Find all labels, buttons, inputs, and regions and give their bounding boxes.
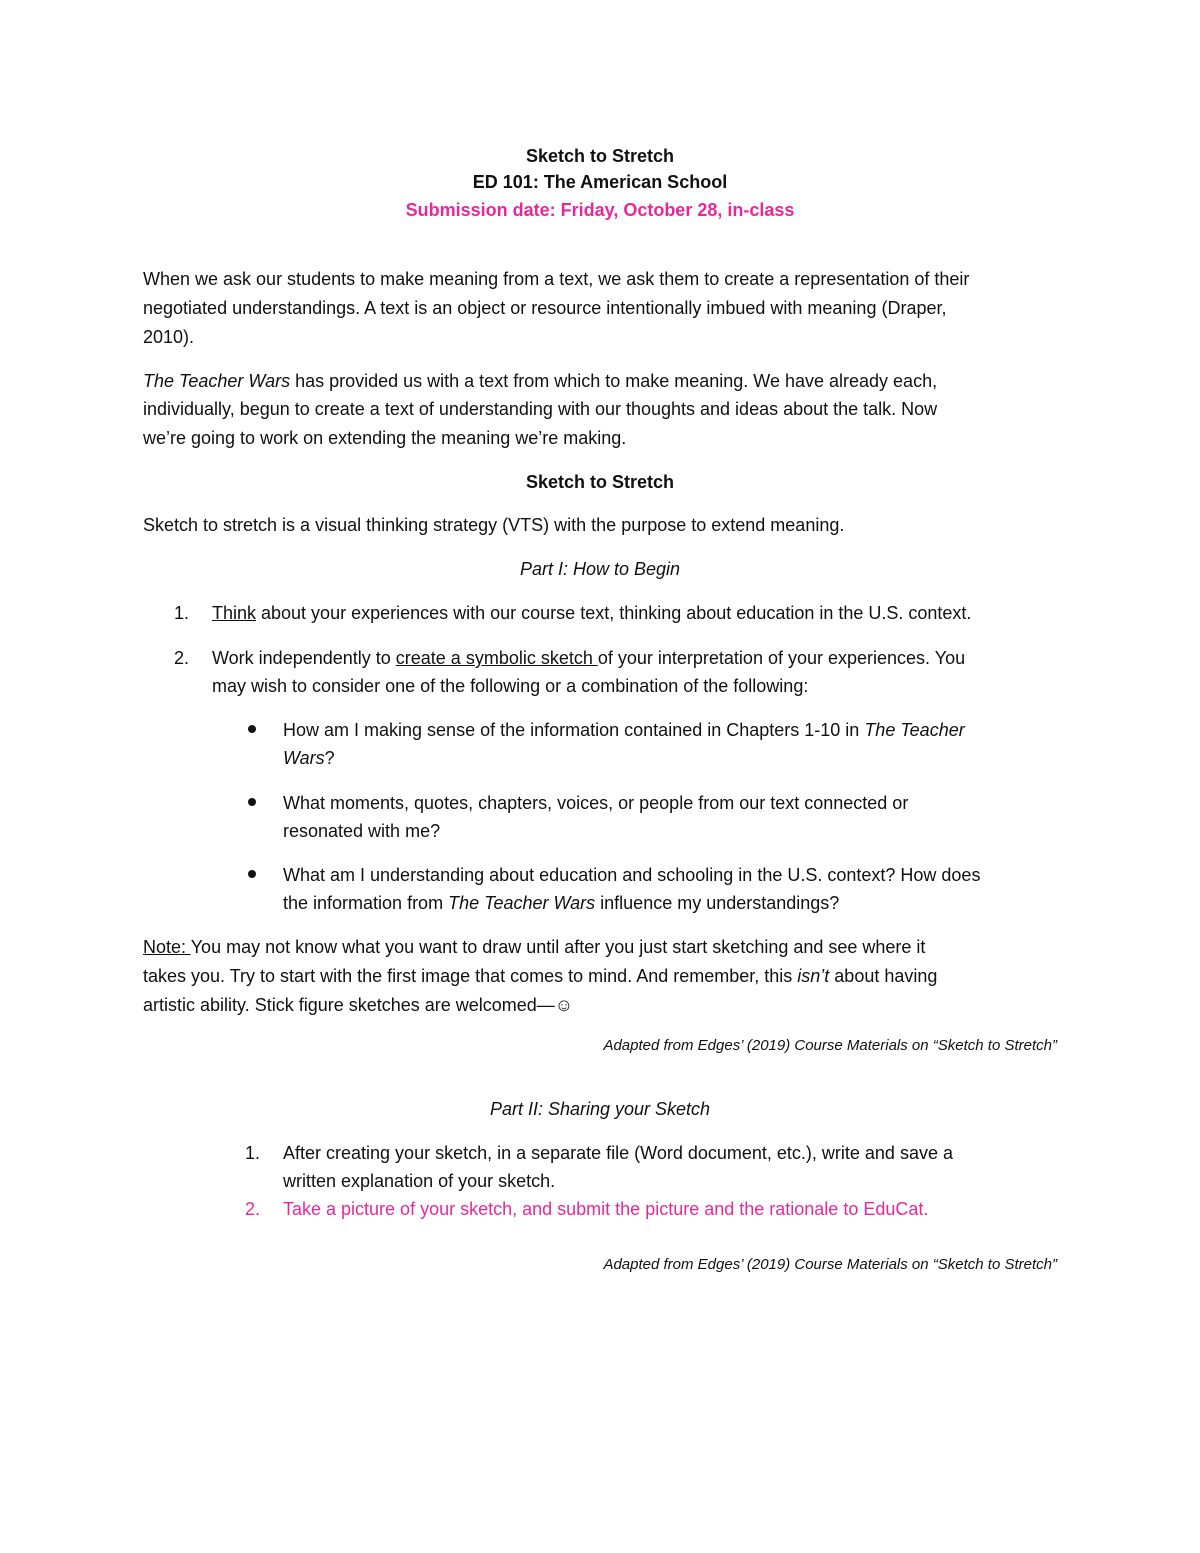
bullet-text: the information from (283, 893, 449, 913)
note-paragraph-line (143, 935, 925, 959)
intro-paragraph-line: 2010). (143, 327, 195, 347)
note-label: Note: (143, 937, 191, 957)
intro-paragraph-line: we’re going to work on extending the meaning we’re making. (143, 428, 627, 448)
list-number: 1. (245, 1143, 261, 1163)
note-text: You may not know what you want to draw until after you just start sketching and see where it (190, 937, 926, 957)
paragraph-text: has provided us with a text from which to make meaning. We have already each, (290, 371, 938, 391)
attribution: Adapted from Edges’ (2019) Course Materials on “Sketch to Stretch” (603, 1256, 1057, 1273)
list-item: After creating your sketch, in a separate file (Word document, etc.), write and save a (283, 1143, 953, 1163)
list-number: 1. (174, 603, 190, 623)
intro-paragraph-line: individually, begun to create a text of understanding with our thoughts and ideas about the talk. Now (143, 399, 938, 419)
bullet-item-line: resonated with me? (283, 821, 441, 841)
intro-paragraph-line: When we ask our students to make meaning from a text, we ask them to create a representation of their (143, 269, 970, 289)
book-title: The Teacher Wars (448, 893, 596, 913)
underlined-text: create a symbolic sketch (395, 648, 598, 668)
bullet-item: What am I understanding about education and schooling in the U.S. context? How does (283, 865, 981, 885)
bullet-text: influence my understandings? (595, 893, 840, 913)
list-number: 2. (174, 648, 190, 668)
part2-heading: Part II: Sharing your Sketch (489, 1099, 711, 1119)
list-item-line: may wish to consider one of the following or a combination of the following: (212, 676, 809, 696)
emphasis-text: isn’t (797, 966, 830, 986)
bullet-icon (248, 798, 256, 806)
intro-paragraph-line (143, 369, 937, 393)
part1-heading: Part I: How to Begin (519, 559, 681, 579)
bullet-text: How am I making sense of the information contained in Chapters 1-10 in (283, 720, 865, 740)
bullet-item (283, 718, 965, 742)
bullet-icon (248, 725, 256, 733)
list-item (212, 646, 965, 670)
course-title: ED 101: The American School (472, 172, 728, 192)
bullet-item: What moments, quotes, chapters, voices, or people from our text connected or (283, 793, 909, 813)
note-paragraph-line: artistic ability. Stick figure sketches are welcomed—☺ (143, 995, 574, 1015)
list-item (212, 601, 971, 625)
bullet-text: ? (324, 748, 335, 768)
submission-date: Submission date: Friday, October 28, in-class (405, 200, 795, 220)
section-description: Sketch to stretch is a visual thinking strategy (VTS) with the purpose to extend meaning. (143, 515, 845, 535)
bullet-icon (248, 870, 256, 878)
document-title: Sketch to Stretch (525, 146, 675, 166)
bullet-item-line (283, 746, 335, 770)
underlined-text: Think (212, 603, 257, 623)
list-item-highlighted: Take a picture of your sketch, and submit the picture and the rationale to EduCat. (283, 1199, 929, 1219)
list-item-line: written explanation of your sketch. (283, 1171, 556, 1191)
list-item-text: about your experiences with our course text, thinking about education in the U.S. context. (256, 603, 972, 623)
note-text: about having (829, 966, 938, 986)
list-item-text: Work independently to (212, 648, 396, 668)
book-title: Wars (283, 748, 325, 768)
section-heading: Sketch to Stretch (525, 472, 675, 492)
book-title: The Teacher (864, 720, 965, 740)
note-text: takes you. Try to start with the first image that comes to mind. And remember, this (143, 966, 798, 986)
intro-paragraph-line: negotiated understandings. A text is an object or resource intentionally imbued with meaning (Draper, (143, 298, 947, 318)
attribution: Adapted from Edges’ (2019) Course Materials on “Sketch to Stretch” (603, 1037, 1057, 1054)
bullet-item-line (283, 891, 839, 915)
book-title: The Teacher Wars (143, 371, 291, 391)
list-number: 2. (245, 1199, 261, 1219)
list-item-text: of your interpretation of your experiences. You (597, 648, 966, 668)
note-paragraph-line (143, 964, 937, 988)
